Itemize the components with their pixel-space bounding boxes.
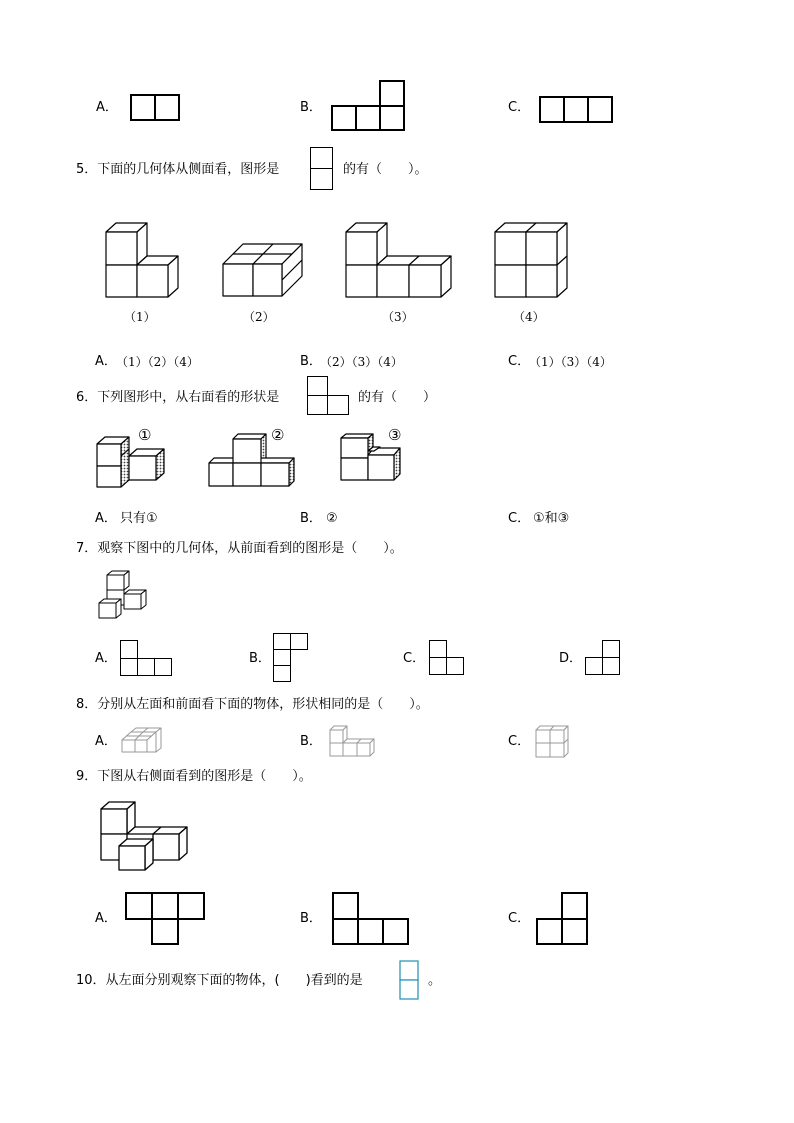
q8-option-b-figure	[327, 725, 377, 757]
q5-option-a-label[interactable]: A．	[95, 354, 117, 369]
q5-caption-4: （4）	[513, 310, 545, 324]
q7-option-c-figure	[429, 640, 467, 678]
q5-caption-3: （3）	[382, 310, 414, 324]
q5-solid-4	[494, 222, 570, 300]
q4-option-a-figure	[130, 94, 180, 122]
q5-option-c-label[interactable]: C．	[508, 354, 531, 369]
q9-question: 9．下图从右侧面看到的图形是（ ）。	[76, 769, 312, 784]
q8-option-b-label[interactable]: B．	[300, 734, 322, 749]
q5-question-prefix: 5．下面的几何体从侧面看，图形是	[76, 162, 280, 177]
q6-option-a-text[interactable]: 只有①	[120, 511, 158, 526]
q6-question-suffix: 的有（ ）	[358, 390, 437, 405]
q10-question-suffix: 。	[428, 973, 442, 988]
q9-option-a-figure	[125, 892, 207, 946]
q6-option-c-text[interactable]: ①和③	[533, 511, 570, 526]
q5-solid-3	[345, 222, 455, 300]
q6-question-prefix: 6．下列图形中，从右面看的形状是	[76, 390, 280, 405]
q6-solid-2	[208, 433, 300, 489]
q8-option-c-label[interactable]: C．	[508, 734, 531, 749]
q10-left-view-figure	[399, 960, 421, 1002]
q5-option-a-text[interactable]: （1）（2）（4）	[116, 355, 199, 369]
q5-caption-2: （2）	[243, 310, 275, 324]
q10-question-prefix: 10．从左面分别观察下面的物体，( )看到的是	[76, 973, 363, 988]
q5-side-view-figure	[310, 147, 334, 191]
q6-marker-1: ①	[138, 426, 152, 444]
q5-option-b-text[interactable]: （2）（3）（4）	[320, 355, 403, 369]
q7-option-b-label[interactable]: B．	[249, 651, 271, 666]
q4-option-c-label[interactable]: C．	[508, 100, 531, 115]
q4-option-b-label[interactable]: B．	[300, 100, 322, 115]
q5-solid-2	[222, 243, 304, 299]
q7-option-b-figure	[273, 633, 311, 683]
q5-option-c-text[interactable]: （1）（3）（4）	[529, 355, 612, 369]
q9-option-a-label[interactable]: A．	[95, 911, 117, 926]
q7-question: 7．观察下图中的几何体，从前面看到的图形是（ ）。	[76, 541, 403, 556]
q6-right-view-figure	[307, 376, 351, 418]
q9-option-c-label[interactable]: C．	[508, 911, 531, 926]
q7-option-a-label[interactable]: A．	[95, 651, 117, 666]
q5-option-b-label[interactable]: B．	[300, 354, 322, 369]
q5-caption-1: （1）	[124, 310, 156, 324]
q4-option-c-figure	[539, 96, 615, 124]
q4-option-b-figure	[331, 80, 407, 132]
q4-option-a-label[interactable]: A．	[96, 100, 118, 115]
q6-option-b-text[interactable]: ②	[326, 511, 338, 526]
q7-solid	[98, 570, 150, 620]
q9-solid	[100, 800, 190, 872]
q8-option-a-figure	[121, 727, 165, 755]
q6-option-a-label[interactable]: A．	[95, 511, 117, 526]
q8-question: 8．分别从左面和前面看下面的物体，形状相同的是（ ）。	[76, 697, 429, 712]
q8-option-c-figure	[535, 725, 573, 759]
q6-marker-2: ②	[271, 426, 285, 444]
q6-marker-3: ③	[388, 426, 402, 444]
q5-question-suffix: 的有（ ）。	[343, 162, 428, 177]
q6-solid-1	[96, 434, 168, 490]
q8-option-a-label[interactable]: A．	[95, 734, 117, 749]
q7-option-a-figure	[120, 640, 174, 678]
q9-option-c-figure	[536, 892, 590, 946]
q7-option-d-label[interactable]: D．	[559, 651, 583, 666]
q6-option-c-label[interactable]: C．	[508, 511, 531, 526]
q7-option-c-label[interactable]: C．	[403, 651, 426, 666]
q6-option-b-label[interactable]: B．	[300, 511, 322, 526]
q7-option-d-figure	[585, 640, 623, 678]
q5-solid-1	[105, 222, 183, 300]
q9-option-b-label[interactable]: B．	[300, 911, 322, 926]
q9-option-b-figure	[332, 892, 412, 946]
